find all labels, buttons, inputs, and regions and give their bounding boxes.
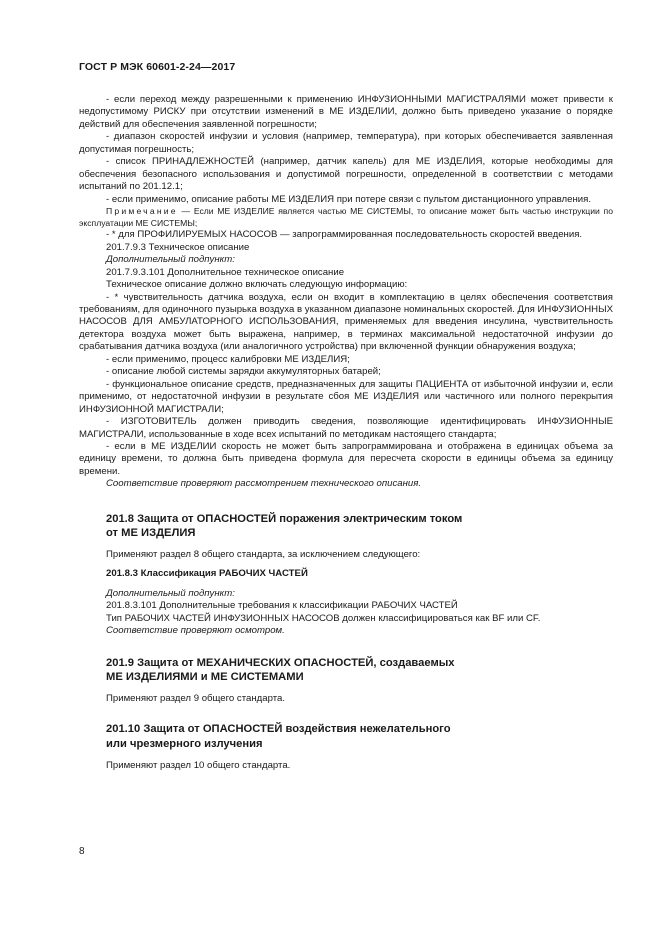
section-heading-8: 201.8 Защита от ОПАСНОСТЕЙ поражения электрическим током от МЕ ИЗДЕЛИЯ <box>106 512 463 540</box>
paragraph: - список ПРИНАДЛЕЖНОСТЕЙ (например, датчик капель) для МЕ ИЗДЕЛИЯ, которые необходимы для обеспечения безопасного использования и допустимой погрешности, определенной в соответствии с методами испытаний по 201.12.1; <box>79 156 613 193</box>
page-number: 8 <box>79 846 85 857</box>
paragraph: - если применимо, процесс калибровки МЕ ИЗДЕЛИЯ; <box>106 353 350 365</box>
compliance-check: Соответствие проверяют рассмотрением технического описания. <box>106 478 422 490</box>
subsection-title: 201.7.9.3 Техническое описание <box>106 241 250 253</box>
document-header: ГОСТ Р МЭК 60601-2-24—2017 <box>79 61 236 73</box>
subsection-title: 201.7.9.3.101 Дополнительное техническое описание <box>106 266 345 278</box>
note-text: — Если МЕ ИЗДЕЛИЕ является частью МЕ СИСТЕМЫ, то описание может быть частью инструкции по эксплуатации МЕ СИСТЕМЫ; <box>79 206 613 228</box>
section-heading-9: 201.9 Защита от МЕХАНИЧЕСКИХ ОПАСНОСТЕЙ, создаваемых МЕ ИЗДЕЛИЯМИ и МЕ СИСТЕМАМИ <box>106 656 455 684</box>
section-text: Применяют раздел 10 общего стандарта. <box>106 759 291 771</box>
document-body <box>79 94 613 772</box>
paragraph: - если переход между разрешенными к применению ИНФУЗИОННЫМИ МАГИСТРАЛЯМИ может привести к недопустимому РИСКУ при отсутствии изменений в МЕ ИЗДЕЛИИ, должно быть приведено указание о порядке действий для обеспечения заявленной погрешности; <box>79 94 613 130</box>
paragraph: - функциональное описание средств, предназначенных для защиты ПАЦИЕНТА от избыточной инфузии и, если применимо, от недостаточной инфузии в результате сбоя МЕ ИЗДЕЛИЯ или частичного или полного перекрытия ИНФУЗИОННОЙ МАГИСТРАЛИ; <box>79 378 613 415</box>
paragraph: - * для ПРОФИЛИРУЕМЫХ НАСОСОВ — запрограммированная последовательность скоростей введения. <box>106 229 583 241</box>
paragraph: - * чувствительность датчика воздуха, если он входит в комплектацию в целях обеспечения соответствия требованиям, для одиночного пузырька воздуха в указанном диапазоне номинальных скоростей. Для ИНФУЗИОННЫХ НАСОСОВ ДЛЯ АМБУЛАТОРНОГО ИСПОЛЬЗОВАНИЯ, применяемых для введения инсулина, чувствительность детектора воздуха может быть выражена, например, в терминах максимальной недостаточной инфузии до срабатывания датчика воздуха (или аналогичного устройства) при включенной функции обнаружения воздуха; <box>79 291 613 353</box>
subsection-heading: 201.8.3 Классификация РАБОЧИХ ЧАСТЕЙ <box>106 568 308 580</box>
section-text: Применяют раздел 9 общего стандарта. <box>106 692 285 704</box>
note-label: Примечание <box>106 206 178 217</box>
paragraph: Техническое описание должно включать следующую информацию: <box>106 279 408 291</box>
paragraph: - ИЗГОТОВИТЕЛЬ должен приводить сведения, позволяющие идентифицировать ИНФУЗИОННЫЕ МАГИСТРАЛИ, использованные в ходе всех испытаний по методикам настоящего стандарта; <box>79 416 613 440</box>
section-text: Применяют раздел 8 общего стандарта, за исключением следующего: <box>106 548 421 560</box>
section-heading-10: 201.10 Защита от ОПАСНОСТЕЙ воздействия нежелательного или чрезмерного излучения <box>106 723 451 750</box>
paragraph: Тип РАБОЧИХ ЧАСТЕЙ ИНФУЗИОННЫХ НАСОСОВ должен классифицироваться как BF или CF. <box>106 612 541 624</box>
subsection-title: 201.8.3.101 Дополнительные требования к классификации РАБОЧИХ ЧАСТЕЙ <box>106 600 458 612</box>
additional-subclause-label: Дополнительный подпункт: <box>106 587 235 599</box>
paragraph: - если применимо, описание работы МЕ ИЗДЕЛИЯ при потере связи с пультом дистанционного управления. <box>106 193 591 205</box>
compliance-check: Соответствие проверяют осмотром. <box>106 625 285 637</box>
note <box>79 206 613 229</box>
paragraph: - если в МЕ ИЗДЕЛИИ скорость не может быть запрограммирована и отображена в единицах объема за единицу времени, то должна быть приведена формула для пересчета скорости в единицы объема за единицу времени. <box>79 440 613 477</box>
paragraph: - описание любой системы зарядки аккумуляторных батарей; <box>106 366 381 378</box>
additional-subclause-label: Дополнительный подпункт: <box>106 254 235 266</box>
paragraph: - диапазон скоростей инфузии и условия (например, температура), при которых обеспечивается заявленная допустимая погрешность; <box>79 131 613 155</box>
